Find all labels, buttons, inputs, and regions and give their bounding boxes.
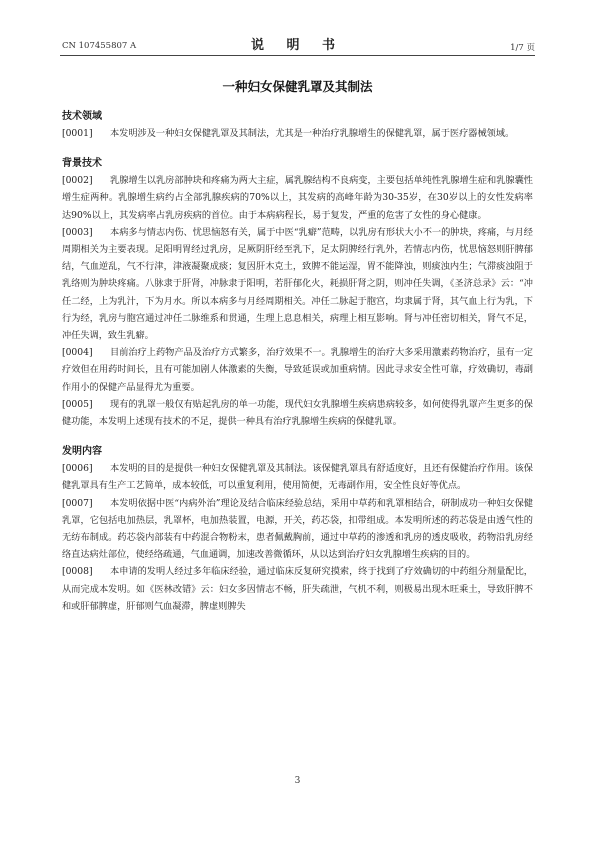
paragraph-number: [0005] — [62, 398, 93, 410]
paragraph-text: 本申请的发明人经过多年临床经验，通过临床反复研究摸索，终于找到了疗效确切的中药组分剂量配比，从而完成本发明。如《医林改错》云：妇女多因情志不畅，肝失疏泄，气机不利，则极易出现木旺乘土，导致肝脾不和或肝郁脾虚，肝郁则气血凝滞，脾虚则脾失 — [62, 566, 533, 612]
section-heading: 背景技术 — [62, 158, 102, 170]
paragraph-text: 本发明的目的是提供一种妇女保健乳罩及其制法。该保健乳罩具有舒适度好，且还有保健治疗作用。该保健乳罩具有生产工艺简单，成本较低，可以重复利用，使用简便，无毒副作用，安全性良好等优点。 — [62, 463, 533, 492]
paragraph-number: [0007] — [62, 497, 93, 509]
paragraph — [62, 460, 533, 494]
paragraph — [62, 495, 533, 564]
paragraph-text: 现有的乳罩一般仅有贴起乳房的单一功能，现代妇女乳腺增生疾病患病较多，如何使得乳罩产生更多的保健功能，本发明上述现有技术的不足，提供一种具有治疗乳腺增生疾病的保健乳罩。 — [62, 398, 533, 428]
paragraph — [62, 563, 533, 615]
paragraph-number: [0006] — [62, 463, 93, 475]
paragraph — [62, 125, 533, 142]
paragraph — [62, 224, 533, 344]
paragraph-text: 本发明涉及一种妇女保健乳罩及其制法，尤其是一种治疗乳腺增生的保健乳罩，属于医疗器械领域。 — [110, 128, 515, 139]
paragraph — [62, 172, 533, 224]
page-number: 3 — [294, 776, 301, 786]
paragraph-number: [0008] — [62, 566, 93, 578]
section-heading: 发明内容 — [62, 446, 102, 458]
header-rule — [60, 55, 535, 56]
paragraph-number: [0002] — [62, 175, 93, 187]
section-heading: 技术领域 — [62, 111, 102, 122]
paragraph-text: 乳腺增生以乳房部肿块和疼痛为两大主症，属乳腺结构不良病变，主要包括单纯性乳腺增生症和乳腺囊性增生症两种。乳腺增生病约占全部乳腺疾病的70%以上，其发病的高峰年龄为30-35岁，在30岁以上的女性发病率达90%以上，其发病率占乳房疾病的首位。由于本病病程长，易于复发，严重的危害了女性的身心健康。 — [62, 175, 533, 221]
paragraph-number: [0001] — [62, 128, 93, 139]
patent-number: CN 107455807 A — [62, 41, 137, 51]
document-body — [62, 109, 533, 615]
document-title: 一种妇女保健乳罩及其制法 — [222, 79, 373, 94]
paragraph-text: 本病多与情志内伤、忧思恼怒有关，属于中医“乳癖”范畴，以乳房有形状大小不一的肿块，疼痛，与月经周期相关为主要表现。足阳明胃经过乳房，足厥阴肝经至乳下，足太阴脾经行乳外，若情志内伤，忧思恼怒则肝脾郁结，气血逆乱，气不行津，津液凝聚成痰；复因肝木克土，致脾不能运湿，胃不能降浊，则痰浊内生；气滞痰浊阻于乳络则为肿块疼痛。八脉隶于肝肾，冲脉隶于阳明，若肝郁化火，耗损肝肾之阴，则冲任失调，《圣济总录》云：“冲任二经，上为乳汁，下为月水。所以本病多与月经周期相关。冲任二脉起于胞宫，均隶属于肾，其气血上行为乳，下行为经，乳房与胞宫通过冲任二脉维系和贯通，生理上息息相关，病理上相互影响。肾与冲任密切相关，肾气不足，冲任失调，致生乳癖。 — [62, 226, 533, 342]
paragraph-number: [0003] — [62, 226, 93, 238]
paragraph-number: [0004] — [62, 347, 93, 359]
paragraph-text: 目前治疗上药物产品及治疗方式繁多，治疗效果不一。乳腺增生的治疗大多采用激素药物治疗，虽有一定疗效但在用药时间长，且有可能加剧人体激素的失衡，导致延误或加重病情。因此寻求安全性可靠，疗效确切，毒副作用小的保健产品显得尤为重要。 — [62, 347, 533, 393]
paragraph-text: 本发明依据中医“内病外治”理论及结合临床经验总结，采用中草药和乳罩相结合，研制成功一种妇女保健乳罩，它包括电加热层，乳罩杯，电加热装置，电源，开关，药芯袋，扣带组成。本发明所述的药芯袋是由透气性的无纺布制成。药芯袋内部装有中药混合物粉末，患者佩戴胸前，通过中草药的渗透和乳房的透皮吸收，药物沿乳房经络直达病灶部位，使经络疏通，气血通调，加速改善微循环，从以达到治疗妇女乳腺增生疾病的目的。 — [62, 497, 533, 561]
document-type-heading: 说 明 书 — [250, 38, 345, 53]
paragraph — [62, 344, 533, 396]
page-indicator: 1/7 页 — [510, 43, 535, 53]
paragraph — [62, 396, 533, 430]
